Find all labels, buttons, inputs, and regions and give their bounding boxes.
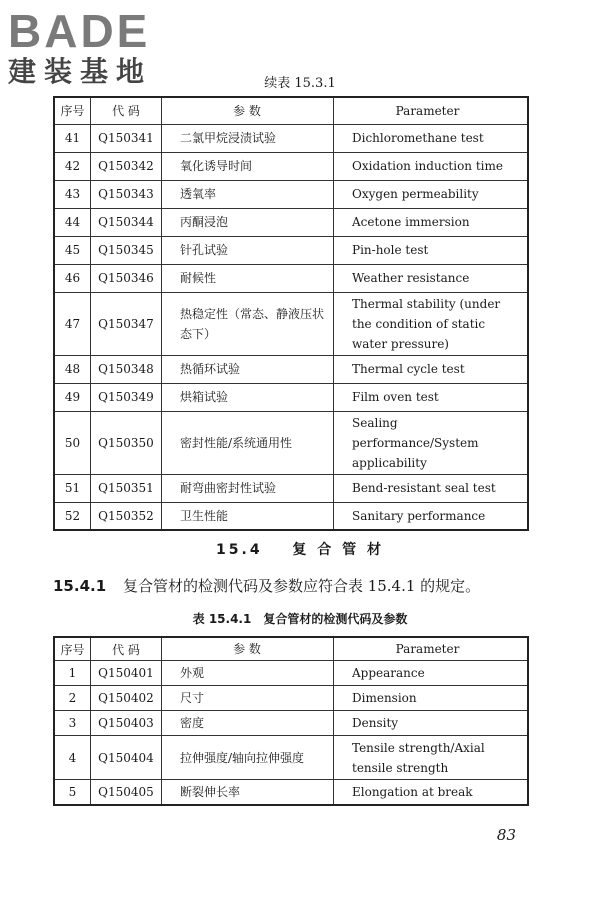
row-parameter-en: Oxidation induction time [334, 152, 529, 180]
row-parameter-zh: 热稳定性（常态、静液压状态下） [162, 292, 334, 355]
clause-text: 复合管材的检测代码及参数应符合表 15.4.1 的规定。 [122, 577, 481, 595]
table-row [54, 780, 528, 805]
row-parameter-en: Weather resistance [334, 264, 529, 292]
row-no: 1 [54, 661, 91, 686]
row-parameter-en: Sealing performance/System applicability [334, 411, 529, 474]
row-parameter-zh: 透氧率 [162, 180, 334, 208]
row-code: Q150345 [91, 236, 162, 264]
table-row [54, 661, 528, 686]
table-caption: 表 15.4.1 复合管材的检测代码及参数 [192, 612, 408, 626]
header-code: 代 码 [91, 97, 162, 124]
row-no: 49 [54, 383, 91, 411]
row-no: 4 [54, 736, 91, 780]
row-no: 51 [54, 474, 91, 502]
table-header-row [54, 637, 528, 661]
row-parameter-zh: 针孔试验 [162, 236, 334, 264]
table-row [54, 236, 528, 264]
row-code: Q150347 [91, 292, 162, 355]
clause-number: 15.4.1 [53, 577, 107, 595]
row-parameter-en: Acetone immersion [334, 208, 529, 236]
table-row [54, 264, 528, 292]
row-code: Q150342 [91, 152, 162, 180]
row-no: 52 [54, 502, 91, 530]
parameter-table-15-4-1 [53, 636, 529, 806]
row-code: Q150401 [91, 661, 162, 686]
row-parameter-en: Bend-resistant seal test [334, 474, 529, 502]
table-row [54, 411, 528, 474]
continued-table-caption: 续表 15.3.1 [264, 76, 336, 91]
header-code: 代 码 [91, 637, 162, 661]
header-no: 序号 [54, 97, 91, 124]
logo-brand: BADE [8, 5, 151, 57]
table-row [54, 152, 528, 180]
row-code: Q150341 [91, 124, 162, 152]
section-heading [0, 539, 600, 559]
row-code: Q150405 [91, 780, 162, 805]
row-no: 47 [54, 292, 91, 355]
row-parameter-zh: 氧化诱导时间 [162, 152, 334, 180]
row-parameter-en: Pin-hole test [334, 236, 529, 264]
table-row [54, 474, 528, 502]
row-no: 42 [54, 152, 91, 180]
row-code: Q150349 [91, 383, 162, 411]
table-row [54, 292, 528, 355]
section-number: 15.4 [216, 542, 263, 558]
row-parameter-zh: 密度 [162, 711, 334, 736]
table-row [54, 736, 528, 780]
row-code: Q150346 [91, 264, 162, 292]
logo-tagline: 建装基地 [8, 55, 153, 88]
table-row [54, 711, 528, 736]
row-no: 45 [54, 236, 91, 264]
row-no: 3 [54, 711, 91, 736]
row-parameter-zh: 热循环试验 [162, 355, 334, 383]
table-row [54, 383, 528, 411]
section-title: 复 合 管 材 [292, 542, 384, 558]
row-code: Q150344 [91, 208, 162, 236]
row-parameter-en: Appearance [334, 661, 529, 686]
page-number: 83 [496, 826, 516, 844]
row-parameter-zh: 外观 [162, 661, 334, 686]
row-no: 2 [54, 686, 91, 711]
table-row [54, 124, 528, 152]
row-parameter-zh: 耐弯曲密封性试验 [162, 474, 334, 502]
header-parameter-zh: 参 数 [162, 97, 334, 124]
parameter-table-continued [53, 96, 529, 531]
row-parameter-zh: 断裂伸长率 [162, 780, 334, 805]
row-parameter-en: Oxygen permeability [334, 180, 529, 208]
row-code: Q150343 [91, 180, 162, 208]
table-row [54, 686, 528, 711]
row-code: Q150350 [91, 411, 162, 474]
row-no: 46 [54, 264, 91, 292]
row-code: Q150402 [91, 686, 162, 711]
row-no: 44 [54, 208, 91, 236]
row-no: 48 [54, 355, 91, 383]
row-parameter-en: Sanitary performance [334, 502, 529, 530]
row-parameter-zh: 拉伸强度/轴向拉伸强度 [162, 736, 334, 780]
table-header-row [54, 97, 528, 124]
row-code: Q150351 [91, 474, 162, 502]
row-parameter-zh: 烘箱试验 [162, 383, 334, 411]
row-parameter-zh: 丙酮浸泡 [162, 208, 334, 236]
table-row [54, 180, 528, 208]
row-parameter-en: Film oven test [334, 383, 529, 411]
row-parameter-en: Tensile strength/Axial tensile strength [334, 736, 529, 780]
row-no: 43 [54, 180, 91, 208]
table-row [54, 208, 528, 236]
row-parameter-zh: 耐候性 [162, 264, 334, 292]
row-parameter-en: Dichloromethane test [334, 124, 529, 152]
row-no: 50 [54, 411, 91, 474]
header-parameter-zh: 参 数 [162, 637, 334, 661]
header-parameter-en: Parameter [334, 637, 529, 661]
row-code: Q150403 [91, 711, 162, 736]
table-row [54, 502, 528, 530]
row-code: Q150348 [91, 355, 162, 383]
clause [53, 575, 480, 596]
row-no: 41 [54, 124, 91, 152]
row-parameter-zh: 尺寸 [162, 686, 334, 711]
row-parameter-zh: 卫生性能 [162, 502, 334, 530]
row-parameter-zh: 二氯甲烷浸渍试验 [162, 124, 334, 152]
row-code: Q150352 [91, 502, 162, 530]
row-no: 5 [54, 780, 91, 805]
header-no: 序号 [54, 637, 91, 661]
row-parameter-en: Thermal cycle test [334, 355, 529, 383]
row-parameter-en: Density [334, 711, 529, 736]
row-parameter-en: Elongation at break [334, 780, 529, 805]
row-parameter-en: Thermal stability (under the condition of static water pressure) [334, 292, 529, 355]
row-parameter-zh: 密封性能/系统通用性 [162, 411, 334, 474]
table-row [54, 355, 528, 383]
row-code: Q150404 [91, 736, 162, 780]
header-parameter-en: Parameter [334, 97, 529, 124]
row-parameter-en: Dimension [334, 686, 529, 711]
